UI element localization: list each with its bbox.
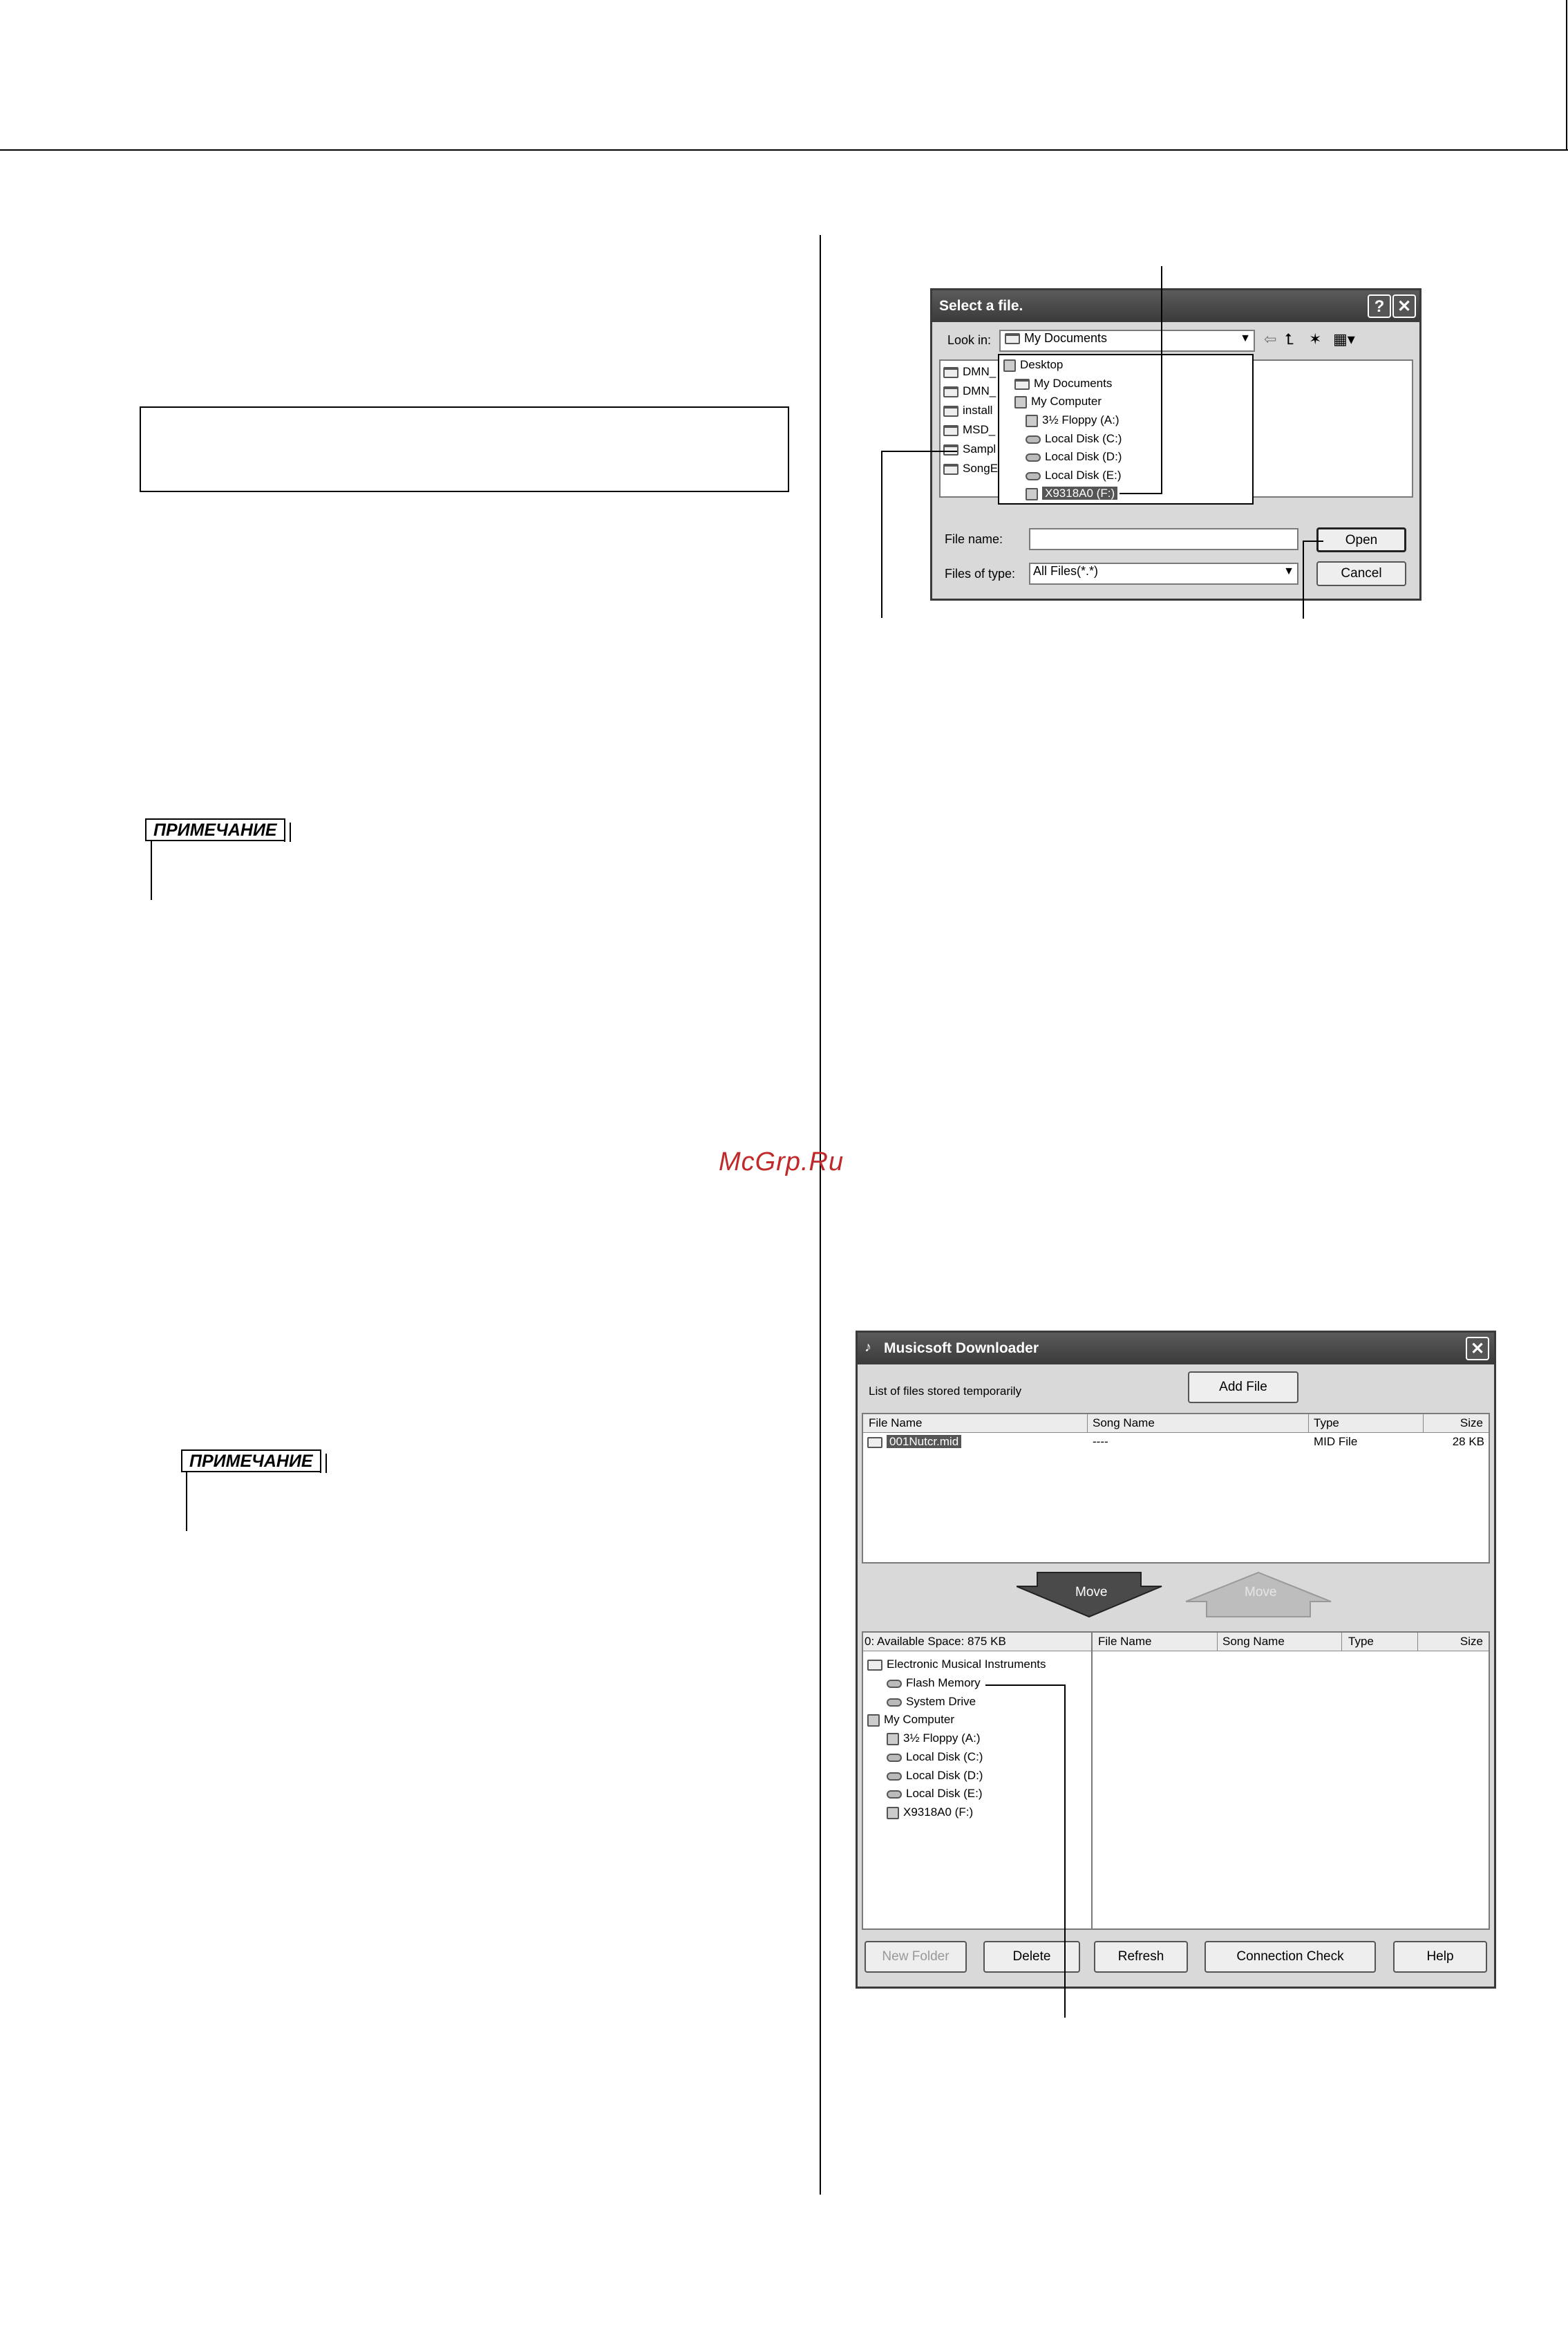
file-item[interactable]: DMN_ xyxy=(943,365,998,384)
callout-line xyxy=(1161,266,1162,494)
new-folder-icon[interactable]: ✶ xyxy=(1309,330,1322,348)
delete-button[interactable]: Delete xyxy=(983,1941,1080,1973)
look-in-value: My Documents xyxy=(1024,331,1108,345)
look-in-select[interactable] xyxy=(999,330,1255,352)
add-file-button[interactable]: Add File xyxy=(1188,1371,1298,1403)
disk-icon xyxy=(1026,435,1041,444)
callout-line xyxy=(1303,541,1323,542)
files-of-type-label: Files of type: xyxy=(945,567,1016,581)
tree-item[interactable]: My Computer xyxy=(867,1713,954,1727)
instrument-icon xyxy=(867,1660,882,1671)
computer-icon xyxy=(867,1714,880,1727)
file-items xyxy=(943,365,998,481)
tree-item[interactable]: Electronic Musical Instruments xyxy=(867,1658,1046,1671)
downloader-window xyxy=(856,1331,1496,1989)
move-down-label[interactable]: Move xyxy=(1075,1585,1108,1599)
dropdown-item[interactable]: Local Disk (E:) xyxy=(1026,469,1122,482)
move-up-label: Move xyxy=(1245,1585,1277,1599)
downloader-titlebar xyxy=(858,1333,1494,1364)
temp-table-header xyxy=(863,1414,1489,1433)
callout-line xyxy=(1120,493,1162,494)
tree-item-flash-memory[interactable]: Flash Memory xyxy=(887,1676,981,1690)
floppy-icon xyxy=(1026,415,1038,427)
files-of-type-select[interactable]: All Files(*.*) ▼ xyxy=(1029,563,1298,585)
device-table-header xyxy=(1093,1633,1489,1651)
tree-item[interactable]: 3½ Floppy (A:) xyxy=(887,1731,981,1745)
callout-line xyxy=(1064,1684,1066,2018)
dropdown-item[interactable]: Local Disk (D:) xyxy=(1026,450,1122,464)
connection-check-button[interactable]: Connection Check xyxy=(1205,1941,1376,1973)
disk-icon xyxy=(1026,453,1041,462)
tree-item[interactable]: Local Disk (E:) xyxy=(887,1787,983,1801)
dropdown-item[interactable]: My Documents xyxy=(1014,377,1112,391)
dropdown-item[interactable]: Local Disk (C:) xyxy=(1026,432,1122,446)
folder-icon xyxy=(943,386,958,397)
folder-icon xyxy=(1014,379,1030,390)
dialog-titlebar xyxy=(932,290,1419,322)
callout-line xyxy=(881,451,957,452)
file-name-input[interactable] xyxy=(1029,528,1298,550)
disk-icon xyxy=(887,1680,902,1688)
callout-line xyxy=(881,451,882,618)
help-button[interactable]: Help xyxy=(1393,1941,1487,1973)
folder-icon xyxy=(943,425,958,436)
folder-icon xyxy=(943,464,958,475)
available-space-bar xyxy=(863,1633,1091,1651)
col-song-name[interactable]: Song Name xyxy=(1093,1416,1155,1429)
downloader-title: Musicsoft Downloader xyxy=(884,1340,1039,1356)
folder-icon xyxy=(943,444,958,456)
column-separator xyxy=(1341,1633,1342,1651)
disk-icon xyxy=(887,1698,902,1707)
dropdown-item[interactable]: My Computer xyxy=(1014,395,1102,409)
refresh-button[interactable]: Refresh xyxy=(1094,1941,1188,1973)
table-row[interactable]: 001Nutcr.mid ---- MID File 28 KB xyxy=(867,1435,1486,1452)
file-name-label: File name: xyxy=(945,532,1003,546)
look-in-dropdown xyxy=(998,354,1254,505)
top-right-rule xyxy=(1566,0,1567,151)
watermark: McGrp.Ru xyxy=(719,1147,844,1176)
temp-file-table xyxy=(862,1413,1490,1564)
tree-item[interactable]: Local Disk (D:) xyxy=(887,1769,983,1783)
disk-icon xyxy=(887,1754,902,1762)
folder-icon xyxy=(1005,333,1020,344)
callout-line xyxy=(985,1684,1066,1686)
available-space: 0: Available Space: 875 KB xyxy=(865,1635,1006,1648)
disk-icon xyxy=(1026,472,1041,480)
column-separator xyxy=(1087,1414,1088,1432)
midi-file-icon xyxy=(867,1437,882,1448)
top-rule xyxy=(0,149,1568,151)
col-size[interactable]: Size xyxy=(1460,1635,1483,1648)
dialog-title: Select a file. xyxy=(939,298,1023,314)
dropdown-item[interactable]: X9318A0 (F:) xyxy=(1026,487,1117,500)
col-type[interactable]: Type xyxy=(1348,1635,1374,1648)
tree-item[interactable]: X9318A0 (F:) xyxy=(887,1805,973,1819)
dropdown-item[interactable]: 3½ Floppy (A:) xyxy=(1026,413,1120,427)
help-icon[interactable]: ? xyxy=(1368,294,1391,318)
open-button[interactable]: Open xyxy=(1316,527,1406,552)
file-item[interactable]: Sampl xyxy=(943,442,998,462)
cancel-button[interactable]: Cancel xyxy=(1316,561,1406,586)
folder-icon xyxy=(943,367,958,378)
chevron-down-icon[interactable]: ▼ xyxy=(1283,565,1294,577)
note-label: ПРИМЕЧАНИЕ xyxy=(181,1449,321,1472)
dropdown-item[interactable]: Desktop xyxy=(1003,358,1063,372)
up-folder-icon[interactable]: ⮤ xyxy=(1285,330,1294,348)
column-separator xyxy=(1417,1633,1418,1651)
col-size[interactable]: Size xyxy=(1460,1416,1483,1429)
floppy-icon xyxy=(887,1733,899,1745)
file-item[interactable]: SongE xyxy=(943,462,998,481)
close-icon[interactable]: ✕ xyxy=(1392,294,1416,318)
file-item[interactable]: DMN_ xyxy=(943,384,998,404)
removable-icon xyxy=(887,1807,899,1819)
folder-icon xyxy=(943,406,958,417)
file-item[interactable]: install xyxy=(943,404,998,423)
column-divider xyxy=(820,235,821,2195)
device-tree xyxy=(862,1631,1093,1930)
device-file-table xyxy=(1091,1631,1490,1930)
empty-text-box xyxy=(140,406,789,492)
disk-icon xyxy=(887,1790,902,1799)
col-type[interactable]: Type xyxy=(1314,1416,1339,1429)
tree-item[interactable]: Local Disk (C:) xyxy=(887,1750,983,1764)
view-menu-icon[interactable]: ▦▾ xyxy=(1333,330,1355,348)
chevron-down-icon[interactable]: ▼ xyxy=(1240,332,1251,344)
computer-icon xyxy=(1014,396,1027,409)
column-separator xyxy=(1308,1414,1309,1432)
col-file-name[interactable]: File Name xyxy=(869,1416,923,1429)
note-rule xyxy=(186,1472,187,1531)
close-icon[interactable]: ✕ xyxy=(1466,1337,1489,1360)
temp-list-label: List of files stored temporarily xyxy=(869,1384,1022,1398)
select-file-dialog xyxy=(930,288,1421,601)
col-file-name[interactable]: File Name xyxy=(1098,1635,1152,1648)
callout-line xyxy=(1303,541,1304,619)
disk-icon xyxy=(887,1772,902,1781)
file-item[interactable]: MSD_ xyxy=(943,423,998,442)
note-label: ПРИМЕЧАНИЕ xyxy=(145,818,285,841)
col-song-name[interactable]: Song Name xyxy=(1222,1635,1285,1648)
app-icon: ♪ xyxy=(865,1340,871,1355)
look-in-label: Look in: xyxy=(947,333,992,347)
column-separator xyxy=(1217,1633,1218,1651)
new-folder-button: New Folder xyxy=(865,1941,967,1973)
column-separator xyxy=(1423,1414,1424,1432)
tree-item[interactable]: System Drive xyxy=(887,1695,976,1709)
removable-icon xyxy=(1026,488,1038,500)
back-icon[interactable]: ⇦ xyxy=(1264,330,1277,348)
desktop-icon xyxy=(1003,359,1016,372)
note-rule xyxy=(151,841,152,900)
